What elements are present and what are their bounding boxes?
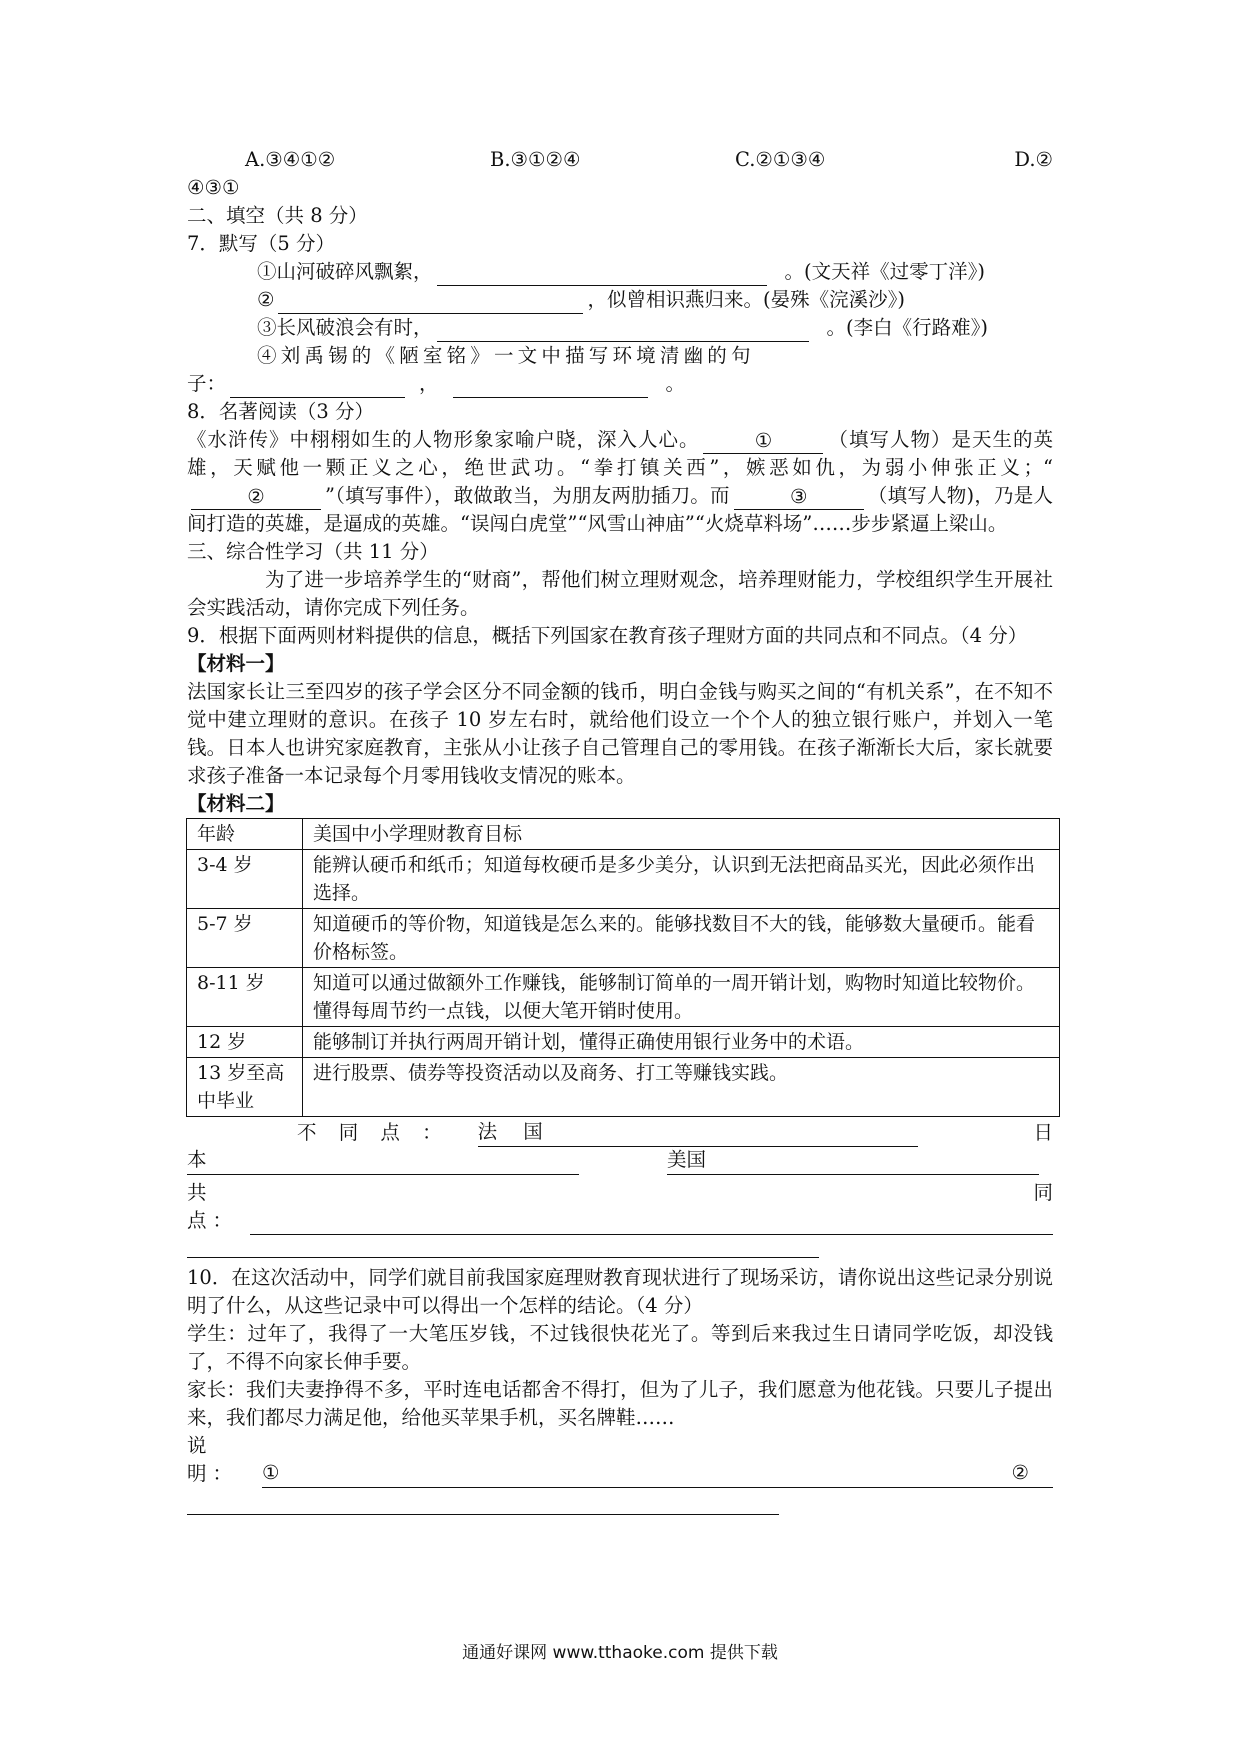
q8-blank2[interactable]: ② xyxy=(191,485,321,510)
option-d-cont: ④③① xyxy=(187,176,240,199)
q7-line2: ② ，似曾相识燕归来。(晏殊《浣溪沙》) xyxy=(187,286,1053,314)
q8-title: 8．名著阅读（3 分） xyxy=(187,400,375,423)
table-row: 5-7 岁 知道硬币的等价物，知道钱是怎么来的。能够找数目不大的钱，能够数大量硬币。能看价格标签。 xyxy=(187,909,1060,968)
q7-line1: ①山河破碎风飘絮， 。(文天祥《过零丁洋》) xyxy=(187,258,1053,286)
footer-source: 通通好课网 www.tthaoke.com 提供下载 xyxy=(462,1643,778,1663)
option-d: D.② xyxy=(1014,148,1053,171)
table-row: 12 岁 能够制订并执行两周开销计划，懂得正确使用银行业务中的术语。 xyxy=(187,1027,1060,1058)
q10-parent: 家长：我们夫妻挣得不多，平时连电话都舍不得打，但为了儿子，我们愿意为他花钱。只要儿子提出来，我们都尽力满足他，给他买苹果手机，买名牌鞋…… xyxy=(187,1378,1053,1429)
q7-blank5[interactable] xyxy=(453,375,648,398)
q7-blank2[interactable] xyxy=(278,291,583,314)
common-blank-2[interactable] xyxy=(187,1235,819,1258)
section3-intro: 为了进一步培养学生的“财商”，帮他们树立理财观念，培养理财能力，学校组织学生开展社会实践活动，请你完成下列任务。 xyxy=(187,568,1053,619)
table-header-goal: 美国中小学理财教育目标 xyxy=(303,819,1060,850)
q6-options xyxy=(187,146,1053,174)
q10-title: 10．在这次活动中，同学们就目前我国家庭理财教育现状进行了现场采访，请你说出这些记录分别说明了什么，从这些记录中可以得出一个怎样的结论。（4 分） xyxy=(187,1266,1053,1317)
common-blank[interactable] xyxy=(250,1212,1053,1235)
material2-title: 【材料二】 xyxy=(187,792,285,815)
common-line2: 点： xyxy=(187,1207,1053,1235)
q8-paragraph: 《水浒传》中栩栩如生的人物形象家喻户晓，深入人心。 ① （填写人物）是天生的英雄，天赋他一颗正义之心，绝世武功。“拳打镇关西”，嫉恶如仇，为弱小伸张正义；“② ”（填写事件），敢做敢当，为朋友两肋插刀。而 ③ （填写人物)，乃是人间打造的英雄，是逼成的英雄。“误闯白虎堂”“风雪山神庙”“火烧草料场”……步步紧逼上梁山。 xyxy=(187,428,1053,535)
q7-line3: ③长风破浪会有时， 。(李白《行路难》) xyxy=(187,314,1053,342)
q8-blank1[interactable]: ① xyxy=(703,429,823,454)
section2-heading: 二、填空（共 8 分） xyxy=(187,204,368,227)
diff-line2: 本 美国 xyxy=(187,1147,1053,1175)
diff-usa-blank: 美国 xyxy=(667,1146,1039,1175)
table-row: 3-4 岁 能辨认硬币和纸币；知道每枚硬币是多少美分，认识到无法把商品买光，因此必须作出选择。 xyxy=(187,850,1060,909)
option-a: A.③④①② xyxy=(245,148,336,171)
option-c: C.②①③④ xyxy=(735,148,826,171)
table-header-age: 年龄 xyxy=(187,819,303,850)
table-row: 13 岁至高中毕业 进行股票、债券等投资活动以及商务、打工等赚钱实践。 xyxy=(187,1058,1060,1117)
diff-line1: 不 同 点 ： 法 国 日 xyxy=(187,1117,1053,1147)
explain-blank[interactable]: ① ② xyxy=(262,1459,1053,1488)
option-b: B.③①②④ xyxy=(490,148,581,171)
table-row: 8-11 岁 知道可以通过做额外工作赚钱，能够制订简单的一周开销计划，购物时知道比较物价。懂得每周节约一点钱，以便大笔开销时使用。 xyxy=(187,968,1060,1027)
section3-heading: 三、综合性学习（共 11 分） xyxy=(187,540,439,563)
explain-blank-2[interactable] xyxy=(187,1488,779,1515)
q7-blank3[interactable] xyxy=(437,319,809,342)
q9-title: 9．根据下面两则材料提供的信息，概括下列国家在教育孩子理财方面的共同点和不同点。（4 分） xyxy=(187,624,1028,647)
explain-line1: 说 xyxy=(187,1434,207,1457)
material1-title: 【材料一】 xyxy=(187,652,285,675)
q7-blank1[interactable] xyxy=(437,263,767,286)
us-finance-table xyxy=(186,818,1060,1117)
exam-page xyxy=(187,146,1053,1515)
q7-line5: 子： ， 。 xyxy=(187,370,1053,398)
explain-line2: 明： ① ② xyxy=(187,1460,1053,1488)
q10-student: 学生：过年了，我得了一大笔压岁钱，不过钱很快花光了。等到后来我过生日请同学吃饭，却没钱了，不得不向家长伸手要。 xyxy=(187,1322,1053,1373)
q8-blank3[interactable]: ③ xyxy=(734,485,864,510)
diff-france-blank[interactable]: 法 国 xyxy=(478,1118,918,1147)
q7-blank4[interactable] xyxy=(230,375,405,398)
q7-title: 7．默写（5 分） xyxy=(187,232,336,255)
common-line1: 共 同 xyxy=(187,1181,1053,1204)
q7-line4: ④ 刘 禹 锡 的 《 陋 室 铭 》 一 文 中 描 写 环 境 清 幽 的 句 xyxy=(257,344,750,367)
table-header-row xyxy=(187,819,1060,850)
material1-text: 法国家长让三至四岁的孩子学会区分不同金额的钱币，明白金钱与购买之间的“有机关系”，在不知不觉中建立理财的意识。在孩子 10 岁左右时，就给他们设立一个个人的独立银行账户，并划入一笔钱。日本人也讲究家庭教育，主张从小让孩子自己管理自己的零用钱。在孩子渐渐长大后，家长就要求孩子准备一本记录每个月零用钱收支情况的账本。 xyxy=(187,680,1053,787)
